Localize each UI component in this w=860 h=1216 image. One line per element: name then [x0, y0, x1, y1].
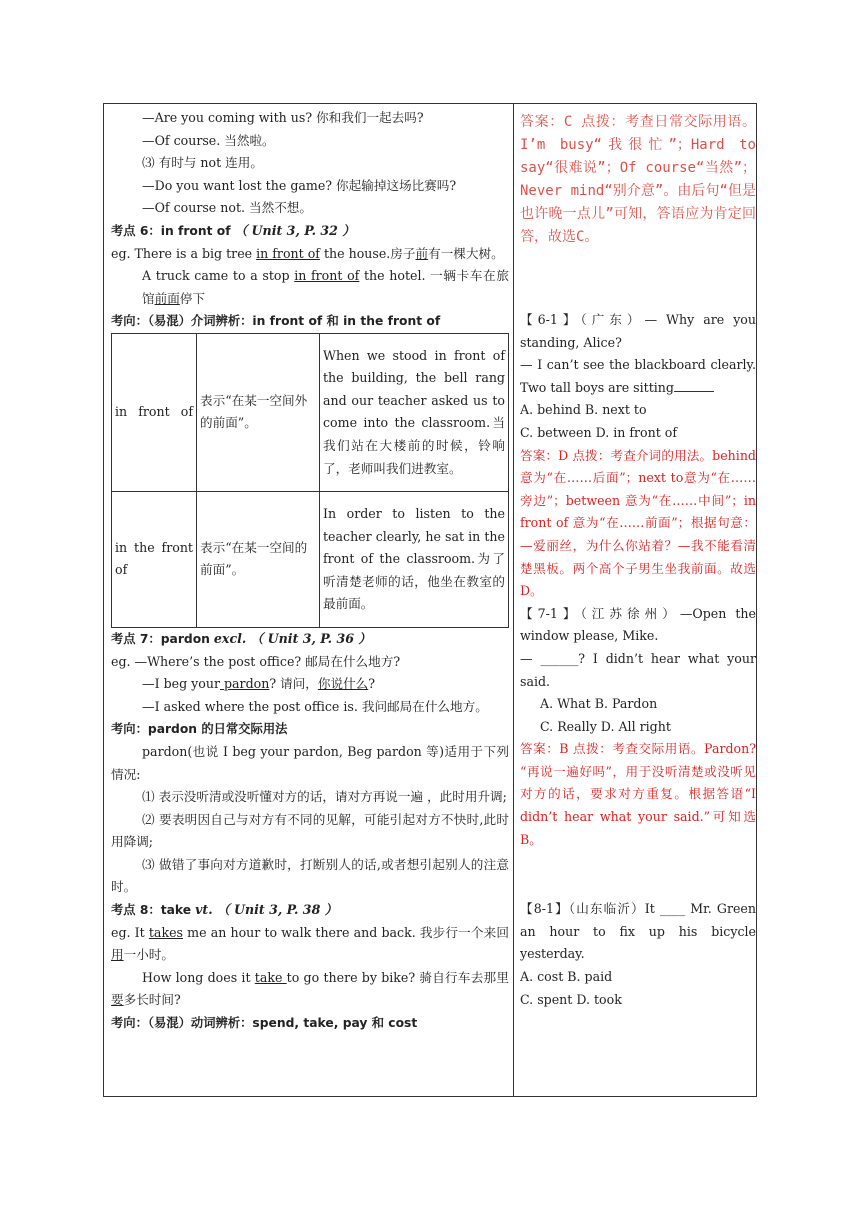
point-8-direction: 考向：（易混）动词辨析：spend, take, pay 和 cost — [111, 1016, 418, 1031]
example-cell: When we stood in front of the building, the bell rang and our teacher asked us to come into the classroom.当我们站在大楼前的时候，铃响了，老师叫我们进教室。 — [320, 333, 509, 491]
answer-prev: 答案：C 点拨：考查日常交际用语。I’m busy“我很忙”；Hard to say“很难说”；Of course“当然”；Never mind“别介意”。由后句“但是也许晚一点儿”可知，答语应为肯定回答，故选C。 — [520, 114, 756, 245]
point-7-heading — [111, 628, 509, 651]
point-label: 考点 7：pardon — [111, 631, 210, 646]
point-6-direction: 考向：（易混）介词辨析：in front of 和 in the front of — [111, 314, 441, 329]
paragraph: ⑵ 要表明因自己与对方有不同的见解，可能引起对方不快时,此时用降调; — [111, 811, 509, 850]
dialog-line: —Of course not. 当然不想。 — [142, 200, 312, 216]
point-reference: excl. （ Unit 3, P. 36 ） — [213, 630, 371, 646]
comparison-table — [111, 333, 509, 628]
example-8b: How long does it take to go there by bike? 骑自行车去那里要多长时间? — [111, 969, 509, 1008]
point-label: 考点 8：take — [111, 903, 192, 918]
point-reference: （ Unit 3, P. 32 ） — [234, 222, 355, 238]
example-cell: In order to listen to the teacher clearly, he sat in the front of the classroom.为了听清楚老师的话，他坐在教室的最前面。 — [320, 491, 509, 627]
example-8a: eg. It takes me an hour to walk there and back. 我步行一个来回用一小时。 — [111, 924, 509, 963]
question-6-1-line: — I can’t see the blackboard clearly. Two tall boys are sitting — [520, 357, 756, 395]
example-7-line: eg. —Where’s the post office? 邮局在什么地方? — [111, 653, 401, 669]
example-7-line: —I asked where the post office is. 我问邮局在什么地方。 — [142, 698, 488, 714]
example-7-line: —I beg your pardon? 请问，你说什么? — [142, 676, 376, 692]
example-6b: A truck came to a stop in front of the hotel. 一辆卡车在旅馆前面停下 — [142, 268, 509, 306]
term-cell: in the front of — [112, 491, 197, 627]
point-8-heading — [111, 899, 509, 922]
column-divider — [513, 103, 514, 1097]
question-7-1: 【7-1】（江苏徐州）—Open the window please, Mike. — [520, 605, 756, 644]
point-label: 考点 6：in front of — [111, 223, 231, 238]
question-6-1: 【6-1】（广东）— Why are you standing, Alice? — [520, 312, 756, 350]
table-row — [112, 491, 509, 627]
options: C. between D. in front of — [520, 424, 678, 440]
options: A. behind B. next to — [520, 402, 647, 418]
meaning-cell: 表示“在某一空间的前面”。 — [197, 491, 320, 627]
dialog-line: —Do you want lost the game? 你起输掉这场比赛吗? — [142, 177, 457, 193]
meaning-cell: 表示“在某一空间外的前面”。 — [197, 333, 320, 491]
point-reference: vt. （ Unit 3, P. 38 ） — [195, 902, 338, 918]
options: A. cost B. paid — [520, 969, 613, 985]
dialog-line: —Of course. 当然啦。 — [142, 132, 275, 148]
point-7-direction: 考向：pardon 的日常交际用法 — [111, 722, 288, 737]
paragraph: pardon(也说 I beg your pardon, Beg pardon 等)适用于下列情况: — [111, 743, 509, 782]
options: A. What B. Pardon — [540, 696, 658, 712]
options: C. spent D. took — [520, 991, 622, 1007]
dialog-line: —Are you coming with us? 你和我们一起去吗? — [142, 110, 424, 125]
paragraph: ⑶ 做错了事向对方道歉时，打断别人的话,或者想引起别人的注意时。 — [111, 856, 509, 895]
options: C. Really D. All right — [540, 718, 671, 734]
question-8-1: 【8-1】（山东临沂）It ____ Mr. Green an hour to fix up his bicycle yesterday. — [520, 901, 756, 962]
term-cell: in front of — [112, 333, 197, 491]
paragraph: ⑴ 表示没听清或没听懂对方的话，请对方再说一遍 ，此时用升调; — [142, 789, 507, 805]
right-column — [520, 107, 756, 1011]
question-7-1-line: — ______? I didn’t hear what your said. — [520, 650, 756, 689]
answer-7-1: 答案：B 点拨：考查交际用语。Pardon? “再说一遍好吗”，用于没听清楚或没听见对方的话，要求对方重复。根据答语“I didn’t hear what your said.”可知选B。 — [520, 741, 756, 847]
note-line: ⑶ 有时与 not 连用。 — [142, 155, 263, 171]
answer-6-1: 答案：D 点拨：考查介词的用法。behind意为“在……后面”；next to意为“在……旁边”；between 意为“在……中间”；in front of 意为“在……前面”；根据句意：—爱丽丝，为什么你站着？—我不能看清楚黑板。两个高个子男生坐我前面。故选D。 — [520, 447, 756, 599]
left-column — [111, 107, 509, 1035]
example-6a: eg. There is a big tree in front of the house.房子前有一棵大树。 — [111, 245, 504, 261]
point-6-heading — [111, 220, 509, 243]
table-row — [112, 333, 509, 491]
